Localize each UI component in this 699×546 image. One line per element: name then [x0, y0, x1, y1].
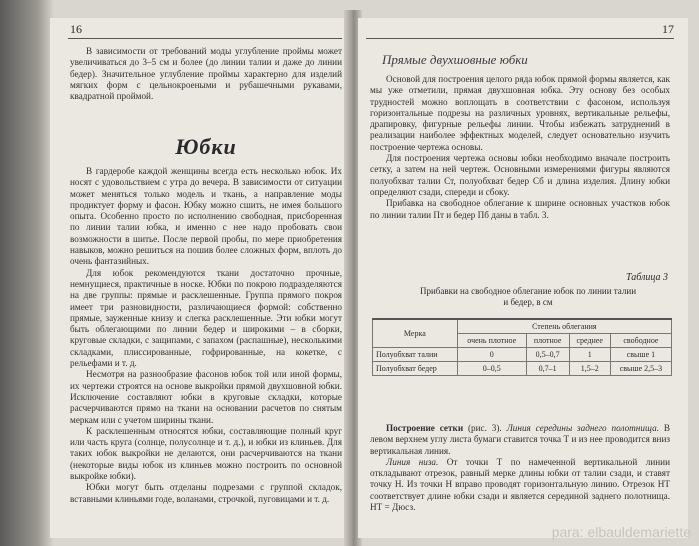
table-subheader: среднее	[569, 334, 610, 348]
paragraph: Юбки могут быть отделаны подрезами с группой складок, вставными клиньями годе, воланами, строчкой, пуговицами и т. д.	[70, 482, 342, 504]
table-cell: 0,7–1	[526, 362, 569, 376]
waist-italic: Линия низа.	[386, 456, 439, 467]
chapter-body	[70, 166, 342, 505]
page-number: 17	[662, 22, 674, 36]
header-rule	[68, 38, 342, 39]
paragraph: К расклешенным относятся юбки, составляющие полный круг или часть круга (солнце, полусолнце и т. д.), и юбки из клиньев. Для таких юбок выкройки не делаются, они расчерчиваются на ткани (некоторые виды юбок из клиньев можно построить по основной выкройке юбки).	[70, 425, 342, 482]
chapter-title: Юбки	[175, 134, 237, 159]
paragraph: В гардеробе каждой женщины всегда есть несколько юбок. Их носят с удовольствием с утра до вечера. В зависимости от ситуации может меняться только модель и ткань, а направление моды продиктует форму и фасон. Юбку можно сшить, не имея большого опыта. Особенно просто по исполнению свободная, присборенная по линии талии юбка, и именно с нее надо пробовать свои возможности в шитье. После первой пробы, по мере приобретения навыков, можно решиться на пошив более сложных форм, вплоть до очень фантазийных.	[70, 166, 342, 267]
section-body	[370, 74, 670, 221]
grid-construction-text	[370, 423, 670, 513]
grid-ref: (рис. 3).	[467, 423, 502, 433]
waist-text: От точки Т по намеченной вертикальной линии откладывают отрезок, равный мерке длины юбки от талии сзади, и ставят точку Н. Из точки Н вправо проводят горизонтальную линию. Отрезок НТ соответствует длине юбки сзади и является серединой заднего полотнища. НТ = Дюсз.	[370, 456, 670, 513]
table-cell: 1	[569, 348, 610, 362]
watermark-text: para: elbauldemariette	[551, 524, 691, 540]
table-caption: Таблица 3	[626, 272, 668, 283]
allowance-table	[372, 318, 672, 376]
left-page	[50, 18, 350, 538]
table-subheader: плотное	[526, 334, 569, 348]
paragraph: В зависимости от требований моды углубление проймы может увеличиваться до 3–5 см и более (до линии талии и даже до линии бедер). Значительное углубление проймы характерно для изделий мягких форм с цельнокроеными и рубашечными рукавами, квадратной проймой.	[70, 46, 342, 102]
table-cell: Полуобхват талии	[373, 348, 458, 362]
paragraph: Основой для построения целого ряда юбок прямой формы является, как мы уже отметили, прямая двухшовная юбка. Эту основу без особых трудностей можно воплощать в соответствии с фасоном, используя горизонтальные подрезы на различных уровнях, вертикальные рельефы, драпировку, фигурные рельефы линии. Чтобы избежать затруднений в реализации наиболее эффектных моделей, следует основательно изучить построение чертежа основы.	[370, 74, 670, 152]
intro-paragraph	[70, 46, 342, 102]
paragraph: Для построения чертежа основы юбки необходимо вначале построить сетку, а затем на ней чертеж. Основными измерениями фигуры являются полуобхват талии Ст, полуобхват бедер Сб и длина изделия. Длину юбки определяют сзади, спереди и сбоку.	[370, 153, 670, 197]
table-subheader: очень плотное	[457, 334, 526, 348]
table-header-measure: Мерка	[373, 319, 458, 348]
grid-italic: Линия середины заднего полотнища.	[506, 423, 660, 433]
table-cell: свыше 1	[610, 348, 671, 362]
grid-heading: Построение сетки	[386, 423, 464, 433]
table-title: Прибавки на свободное облегание юбок по линии талии и бедер, в см	[419, 286, 637, 307]
table-cell: Полуобхват бедер	[373, 362, 458, 376]
table-cell: 0–0,5	[457, 362, 526, 376]
table-cell: 0,5–0,7	[526, 348, 569, 362]
section-title: Прямые двухшовные юбки	[382, 52, 528, 67]
paragraph	[370, 423, 670, 457]
paragraph: Прибавка на свободное облегание к ширине основных участков юбок по линии талии Пт и бедер Пб даны в табл. 3.	[370, 198, 670, 220]
paragraph: Несмотря на разнообразие фасонов юбок той или иной формы, их чертежи строятся на основе выкройки прямой двухшовной юбки. Исключение составляют юбки в круговые складки, которые расчерчиваются прямо на ткани на основании расчетов по снятым меркам или с учетом ширины ткани.	[70, 369, 342, 425]
header-rule	[366, 38, 674, 39]
table-cell: 0	[457, 348, 526, 362]
paragraph: Для юбок рекомендуются ткани достаточно прочные, немнущиеся, практичные в носке. Юбки по покрою подразделяются на две группы: прямые и расклешенные. Группа прямого покроя имеет три разновидности, различающиеся формой: собственно прямые, зауженные книзу и слегка расклешенные. Эти юбки могут быть облегающими по линии бедер и широкими – в сборки, круговые складки, с защипами, с запахом (распашные), несколькими складками, плиссированные, гофрированные, на кокетке, с рельефами и т. д.	[70, 267, 342, 369]
page-number: 16	[70, 22, 82, 36]
table-cell: 1,5–2	[569, 362, 610, 376]
table-row	[373, 362, 672, 376]
grid-text: В левом верхнем углу листа бумаги ставится точка Т и из нее проводится вниз вертикальная линия.	[370, 423, 671, 456]
table-subheader: свободное	[610, 334, 671, 348]
right-page	[358, 18, 688, 538]
book-edge	[0, 0, 54, 546]
table-row	[373, 348, 672, 362]
paragraph	[370, 457, 670, 513]
table-header-group: Степень облегания	[457, 319, 671, 334]
table-cell: свыше 2,5–3	[610, 362, 671, 376]
